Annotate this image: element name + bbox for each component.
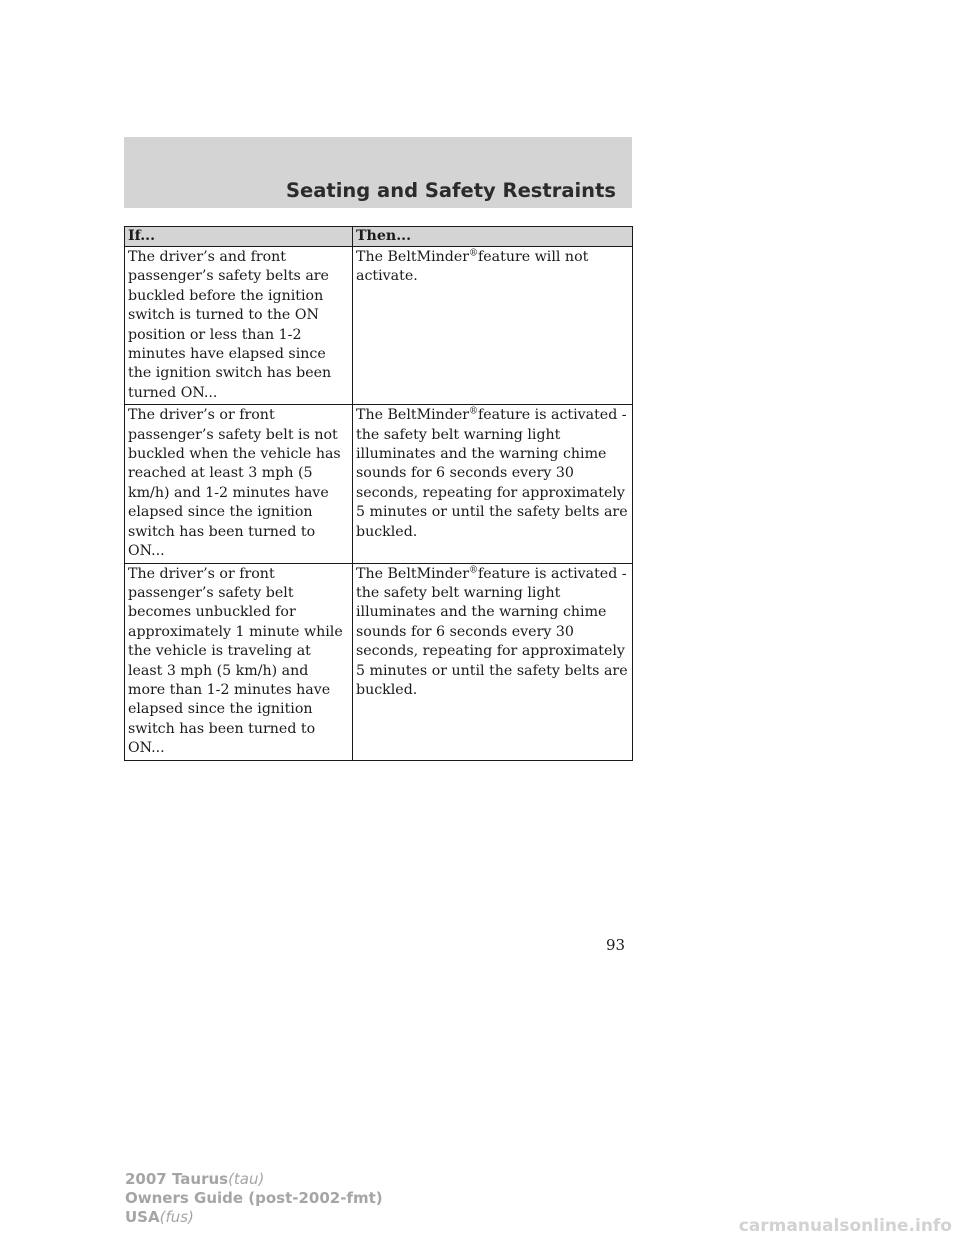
footer-guide-name: Owners Guide (post-2002-fmt) <box>125 1189 383 1207</box>
beltminder-conditions-table <box>124 226 633 761</box>
table-row <box>125 247 633 405</box>
footer-market-name: USA <box>125 1208 160 1226</box>
column-header-if: If... <box>125 227 353 247</box>
then-cell <box>353 405 633 563</box>
footer-line-market <box>125 1208 383 1227</box>
if-cell: The driver’s or front passenger’s safety belt is not buckled when the vehicle has reached at least 3 mph (5 km/h) and 1-2 minutes have elapsed since the ignition switch has been turned to ON... <box>125 405 353 563</box>
then-text-rest: feature is activated - the safety belt warning light illuminates and the warning chime sounds for 6 seconds every 30 seconds, repeating for approximately 5 minutes or until the safety belts are buckled. <box>356 407 628 540</box>
table-row <box>125 405 633 563</box>
table-row <box>125 563 633 760</box>
page-number: 93 <box>606 936 626 954</box>
then-text-start: The BeltMinder <box>356 565 470 582</box>
then-cell <box>353 563 633 760</box>
footer-model-code: (tau) <box>228 1170 265 1188</box>
document-footer <box>125 1170 383 1227</box>
footer-market-code: (fus) <box>159 1208 194 1226</box>
column-header-then: Then... <box>353 227 633 247</box>
then-text-start: The BeltMinder <box>356 407 470 424</box>
registered-mark: ® <box>469 564 479 575</box>
if-cell: The driver’s and front passenger’s safety belts are buckled before the ignition switch is turned to the ON position or less than 1-2 minutes have elapsed since the ignition switch has been turned ON... <box>125 247 353 405</box>
then-text-rest: feature will not activate. <box>356 249 589 285</box>
section-title: Seating and Safety Restraints <box>285 179 616 202</box>
then-cell <box>353 247 633 405</box>
if-cell: The driver’s or front passenger’s safety belt becomes unbuckled for approximately 1 minute while the vehicle is traveling at least 3 mph (5 km/h) and more than 1-2 minutes have elapsed since the ignition switch has been turned to ON... <box>125 563 353 760</box>
section-header-band <box>124 137 632 208</box>
table-header-row <box>125 227 633 247</box>
footer-line-model <box>125 1170 383 1189</box>
then-text-rest: feature is activated - the safety belt warning light illuminates and the warning chime sounds for 6 seconds every 30 seconds, repeating for approximately 5 minutes or until the safety belts are buckled. <box>356 565 628 698</box>
registered-mark: ® <box>469 248 479 259</box>
then-text-start: The BeltMinder <box>356 249 470 265</box>
watermark-text: carmanualsonline.info <box>738 1216 952 1236</box>
footer-line-guide <box>125 1189 383 1208</box>
footer-model-name: 2007 Taurus <box>125 1170 229 1188</box>
registered-mark: ® <box>469 406 479 417</box>
